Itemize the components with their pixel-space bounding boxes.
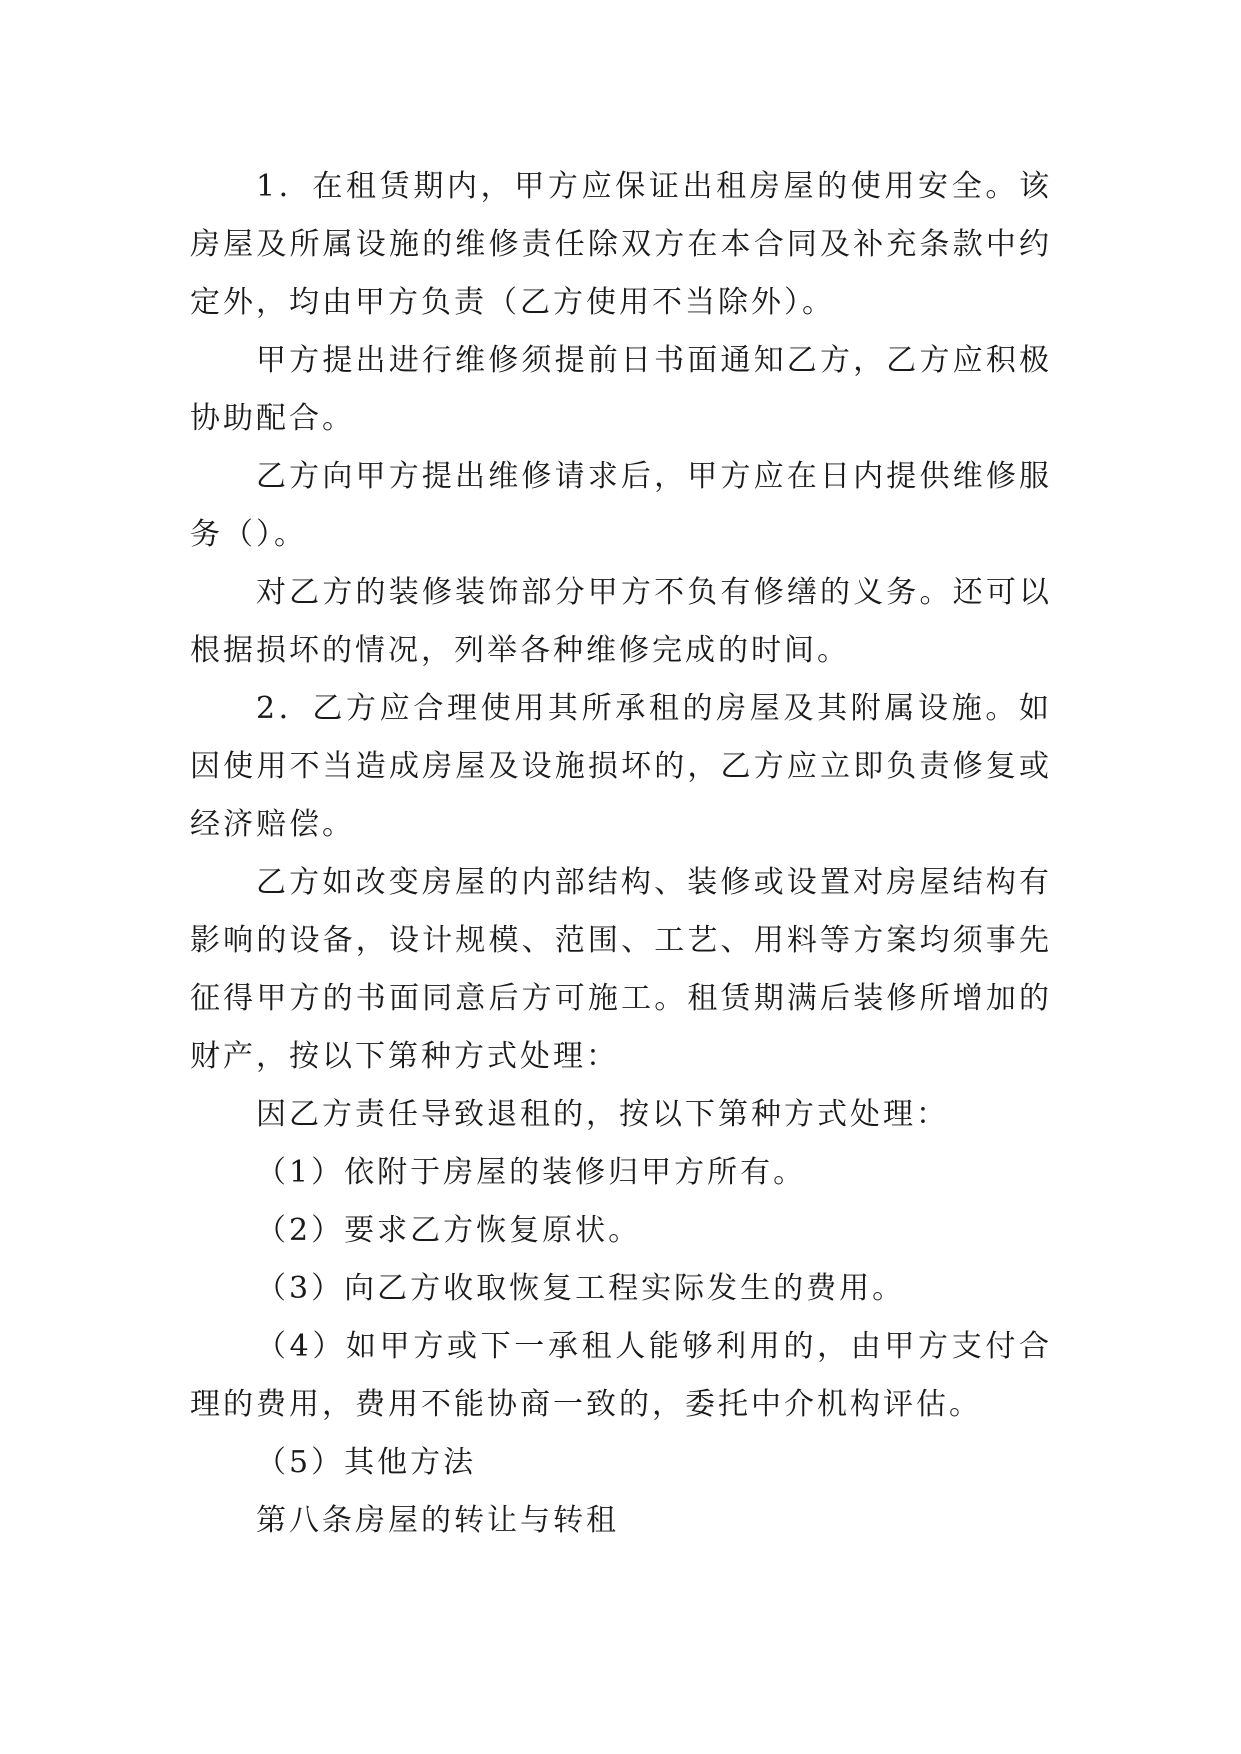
- list-item-option-3: （3）向乙方收取恢复工程实际发生的费用。: [256, 1271, 906, 1306]
- document-body: [190, 158, 1052, 1550]
- paragraph-decoration-repair: 对乙方的装修装饰部分甲方不负有修缮的义务。还可以根据损坏的情况，列举各种维修完成的时间。: [190, 575, 1052, 668]
- paragraph-landlord-notice: 甲方提出进行维修须提前日书面通知乙方，乙方应积极协助配合。: [190, 343, 1052, 436]
- section-heading-article-8: 第八条房屋的转让与转租: [256, 1503, 619, 1538]
- paragraph-structure-change: 乙方如改变房屋的内部结构、装修或设置对房屋结构有影响的设备，设计规模、范围、工艺、用料等方案均须事先征得甲方的书面同意后方可施工。租赁期满后装修所增加的财产，按以下第种方式处理：: [190, 865, 1052, 1074]
- list-item-option-2: （2）要求乙方恢复原状。: [256, 1213, 642, 1248]
- paragraph-repair-request: 乙方向甲方提出维修请求后，甲方应在日内提供维修服务（）。: [190, 459, 1052, 552]
- paragraph-early-termination: 因乙方责任导致退租的，按以下第种方式处理：: [256, 1097, 949, 1132]
- paragraph-tenant-proper-use: 2．乙方应合理使用其所承租的房屋及其附属设施。如因使用不当造成房屋及设施损坏的，乙方应立即负责修复或经济赔偿。: [190, 691, 1052, 842]
- list-item-option-4: （4）如甲方或下一承租人能够利用的，由甲方支付合理的费用，费用不能协商一致的，委托中介机构评估。: [190, 1329, 1052, 1422]
- list-item-option-5: （5）其他方法: [256, 1445, 477, 1480]
- list-item-option-1: （1）依附于房屋的装修归甲方所有。: [256, 1155, 807, 1190]
- paragraph-maintenance-safety: 1．在租赁期内，甲方应保证出租房屋的使用安全。该房屋及所属设施的维修责任除双方在本合同及补充条款中约定外，均由甲方负责（乙方使用不当除外）。: [190, 169, 1052, 320]
